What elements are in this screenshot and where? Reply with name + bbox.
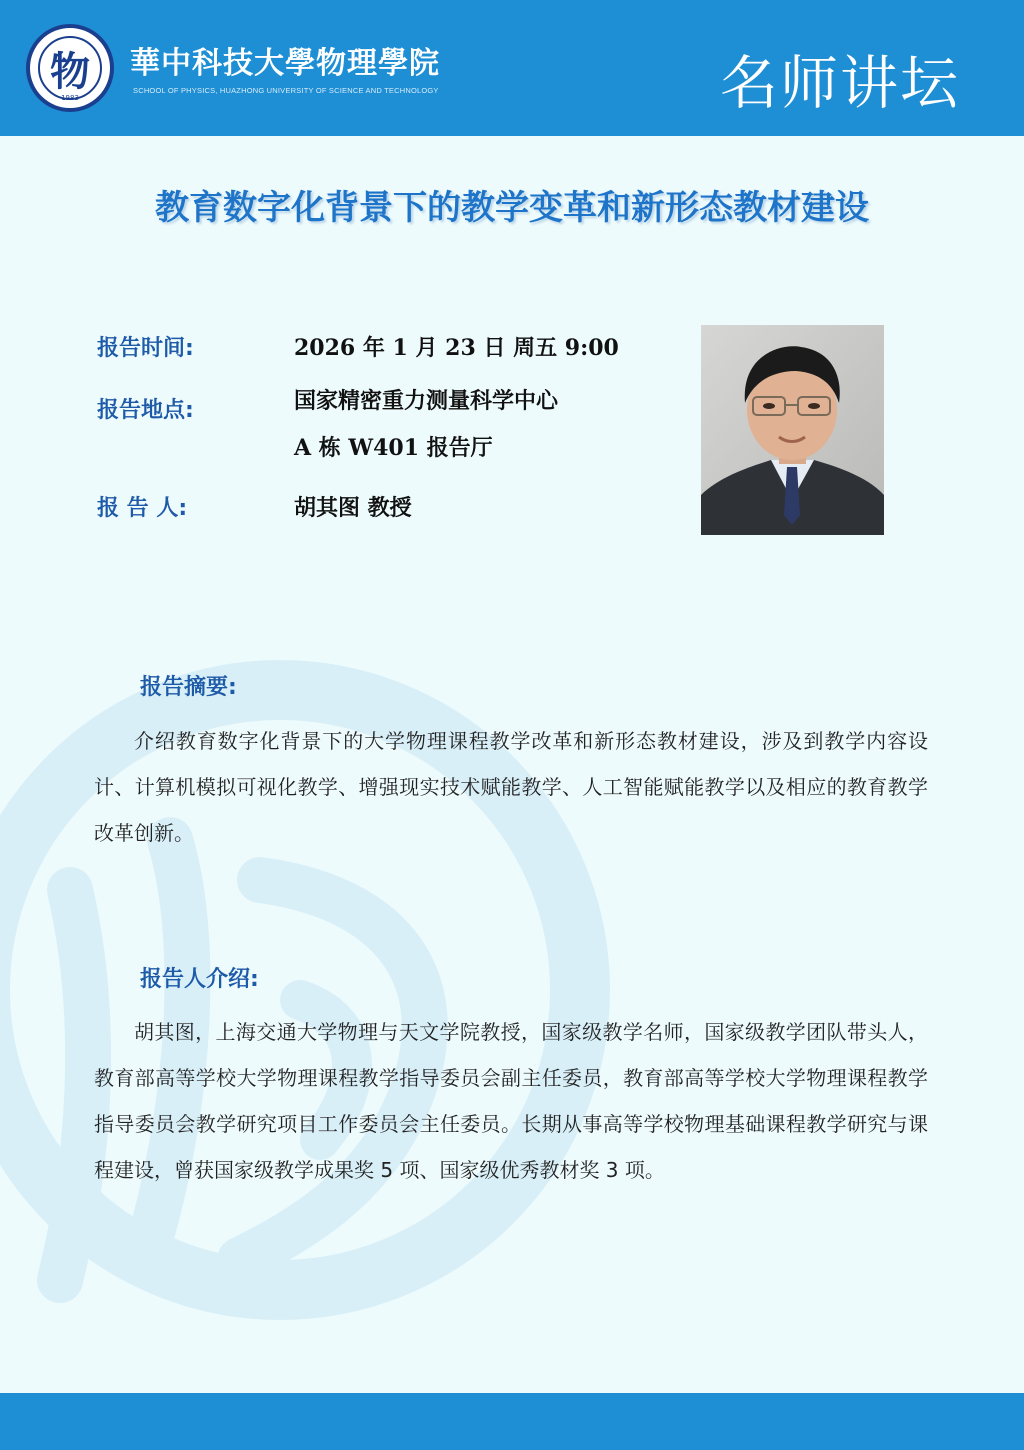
location-line-2: A 栋 W401 报告厅 xyxy=(294,435,493,461)
header-bar xyxy=(0,0,1024,136)
footer-bar xyxy=(0,1393,1024,1450)
school-name-cn: 華中科技大學物理學院 xyxy=(130,46,440,81)
logo-year: 1983 xyxy=(61,94,79,102)
location-label: 报告地点: xyxy=(97,398,194,423)
talk-title: 教育数字化背景下的教学变革和新形态教材建设 xyxy=(155,188,869,228)
bio-heading: 报告人介绍: xyxy=(140,967,259,992)
series-title: 名师讲坛 xyxy=(719,49,960,117)
abstract-text: 介绍教育数字化背景下的大学物理课程教学改革和新形态教材建设，涉及到教学内容设计、计算机模拟可视化教学、增强现实技术赋能教学、人工智能赋能教学以及相应的教育教学改革创新。 xyxy=(94,729,928,845)
speaker-value: 胡其图 教授 xyxy=(294,496,412,521)
location-line-1: 国家精密重力测量科学中心 xyxy=(294,389,559,414)
logo-glyph: 物 xyxy=(38,36,102,100)
speaker-label: 报 告 人: xyxy=(97,496,188,521)
school-name-en: SCHOOL OF PHYSICS, HUAZHONG UNIVERSITY OF SCIENCE AND TECHNOLOGY xyxy=(133,86,439,95)
abstract-heading: 报告摘要: xyxy=(140,675,237,700)
time-label: 报告时间: xyxy=(97,336,194,361)
school-logo xyxy=(26,24,114,112)
time-value: 2026 年 1 月 23 日 周五 9:00 xyxy=(294,335,619,361)
bio-text: 胡其图，上海交通大学物理与天文学院教授，国家级教学名师，国家级教学团队带头人，教育部高等学校大学物理课程教学指导委员会副主任委员，教育部高等学校大学物理课程教学指导委员会教学研究项目工作委员会主任委员。长期从事高等学校物理基础课程教学研究与课程建设，曾获国家级教学成果奖 5 项、国家级优秀教材奖 3 项。 xyxy=(94,1020,928,1182)
speaker-photo xyxy=(701,325,884,535)
